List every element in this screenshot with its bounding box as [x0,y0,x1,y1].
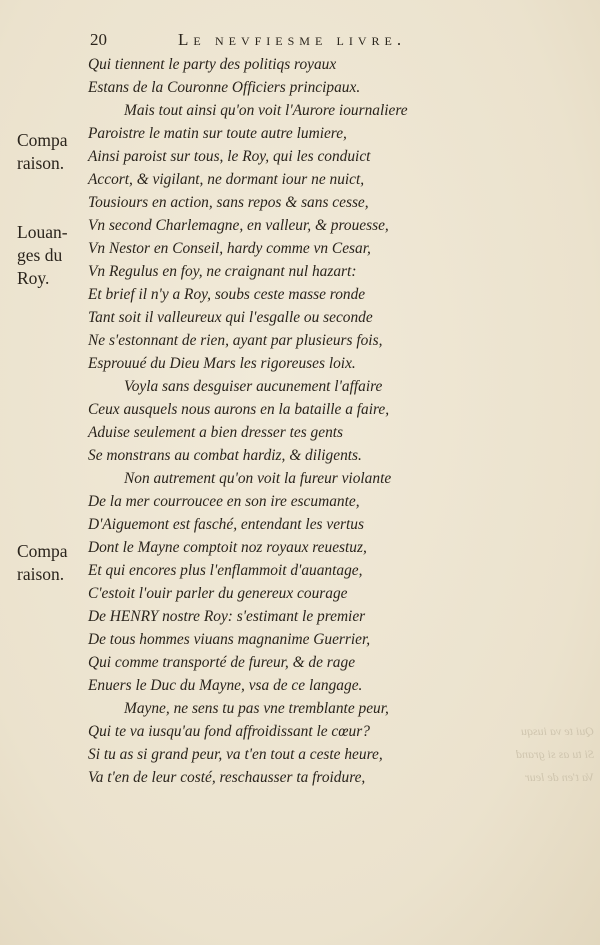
verse-line: Qui te va iusqu'au fond affroidissant le cœur? [88,723,370,740]
margin-note-comparaison-1b: raison. [17,153,65,173]
verse-line: Se monstrans au combat hardiz, & diligents. [88,447,362,464]
margin-note-louanges-3: Roy. [17,268,50,288]
show-through-text: Qui te va iusqu [521,724,594,738]
verse-line: D'Aiguemont est fasché, entendant les vertus [88,516,364,533]
verse-line: Ceux ausquels nous aurons en la bataille a faire, [88,401,390,418]
page-number: 20 [90,30,107,49]
verse-line: Aduise seulement a bien dresser tes gents [88,424,344,441]
verse-line: Va t'en de leur costé, reschausser ta froidure, [88,769,366,786]
verse-line: Et brief il n'y a Roy, soubs ceste masse ronde [88,286,366,303]
verse-line: C'estoit l'ouir parler du genereux courage [88,585,348,602]
verse-line: Ne s'estonnant de rien, ayant par plusieurs fois, [88,332,383,349]
verse-line: De tous hommes viuans magnanime Guerrier, [88,631,371,648]
verse-line: Qui tiennent le party des politiqs royaux [88,56,337,73]
verse-line: De HENRY nostre Roy: s'estimant le premier [88,608,366,625]
margin-note-comparaison-1: Compa [17,130,68,150]
page-header [90,30,510,52]
verse-line: Tousiours en action, sans repos & sans cesse, [88,194,369,211]
verse-line: Vn Regulus en foy, ne craignant nul hazart: [88,263,357,280]
verse-line: Qui comme transporté de fureur, & de rage [88,654,356,671]
margin-note-comparaison-2b: raison. [17,564,65,584]
verse-line: Esprouué du Dieu Mars les rigoreuses loix. [88,355,356,372]
margin-note-louanges-2: ges du [17,245,63,265]
verse-line: Paroistre le matin sur toute autre lumiere, [88,125,347,142]
show-through-text: Si tu as si grand [515,747,594,761]
verse-line: Vn second Charlemagne, en valleur, & prouesse, [88,217,389,234]
verse-line: Vn Nestor en Conseil, hardy comme vn Cesar, [88,240,371,257]
verse-line: Mais tout ainsi qu'on voit l'Aurore iournaliere [124,102,408,119]
margin-note-comparaison-2: Compa [17,541,68,561]
verse-line: Et qui encores plus l'enflammoit d'auantage, [88,562,363,579]
verse-line: De la mer courroucee en son ire escumante, [88,493,360,510]
verse-line: Mayne, ne sens tu pas vne tremblante peur, [124,700,389,717]
running-title: Le nevfiesme livre. [178,30,407,49]
verse-line: Tant soit il valleureux qui l'esgalle ou seconde [88,309,373,326]
show-through-text: Va t'en de leur [525,770,594,784]
verse-line: Dont le Mayne comptoit noz royaux reuestuz, [88,539,367,556]
verse-line: Si tu as si grand peur, va t'en tout a ceste heure, [88,746,383,763]
verse-line: Enuers le Duc du Mayne, vsa de ce langage. [88,677,363,694]
verse-line: Voyla sans desguiser aucunement l'affaire [124,378,383,395]
verse-line: Non autrement qu'on voit la fureur violante [124,470,392,487]
verse-line: Ainsi paroist sur tous, le Roy, qui les conduict [88,148,371,165]
verse-line: Accort, & vigilant, ne dormant iour ne nuict, [88,171,365,188]
verse-line: Estans de la Couronne Officiers principaux. [88,79,361,96]
margin-note-louanges-1: Louan- [17,222,68,242]
